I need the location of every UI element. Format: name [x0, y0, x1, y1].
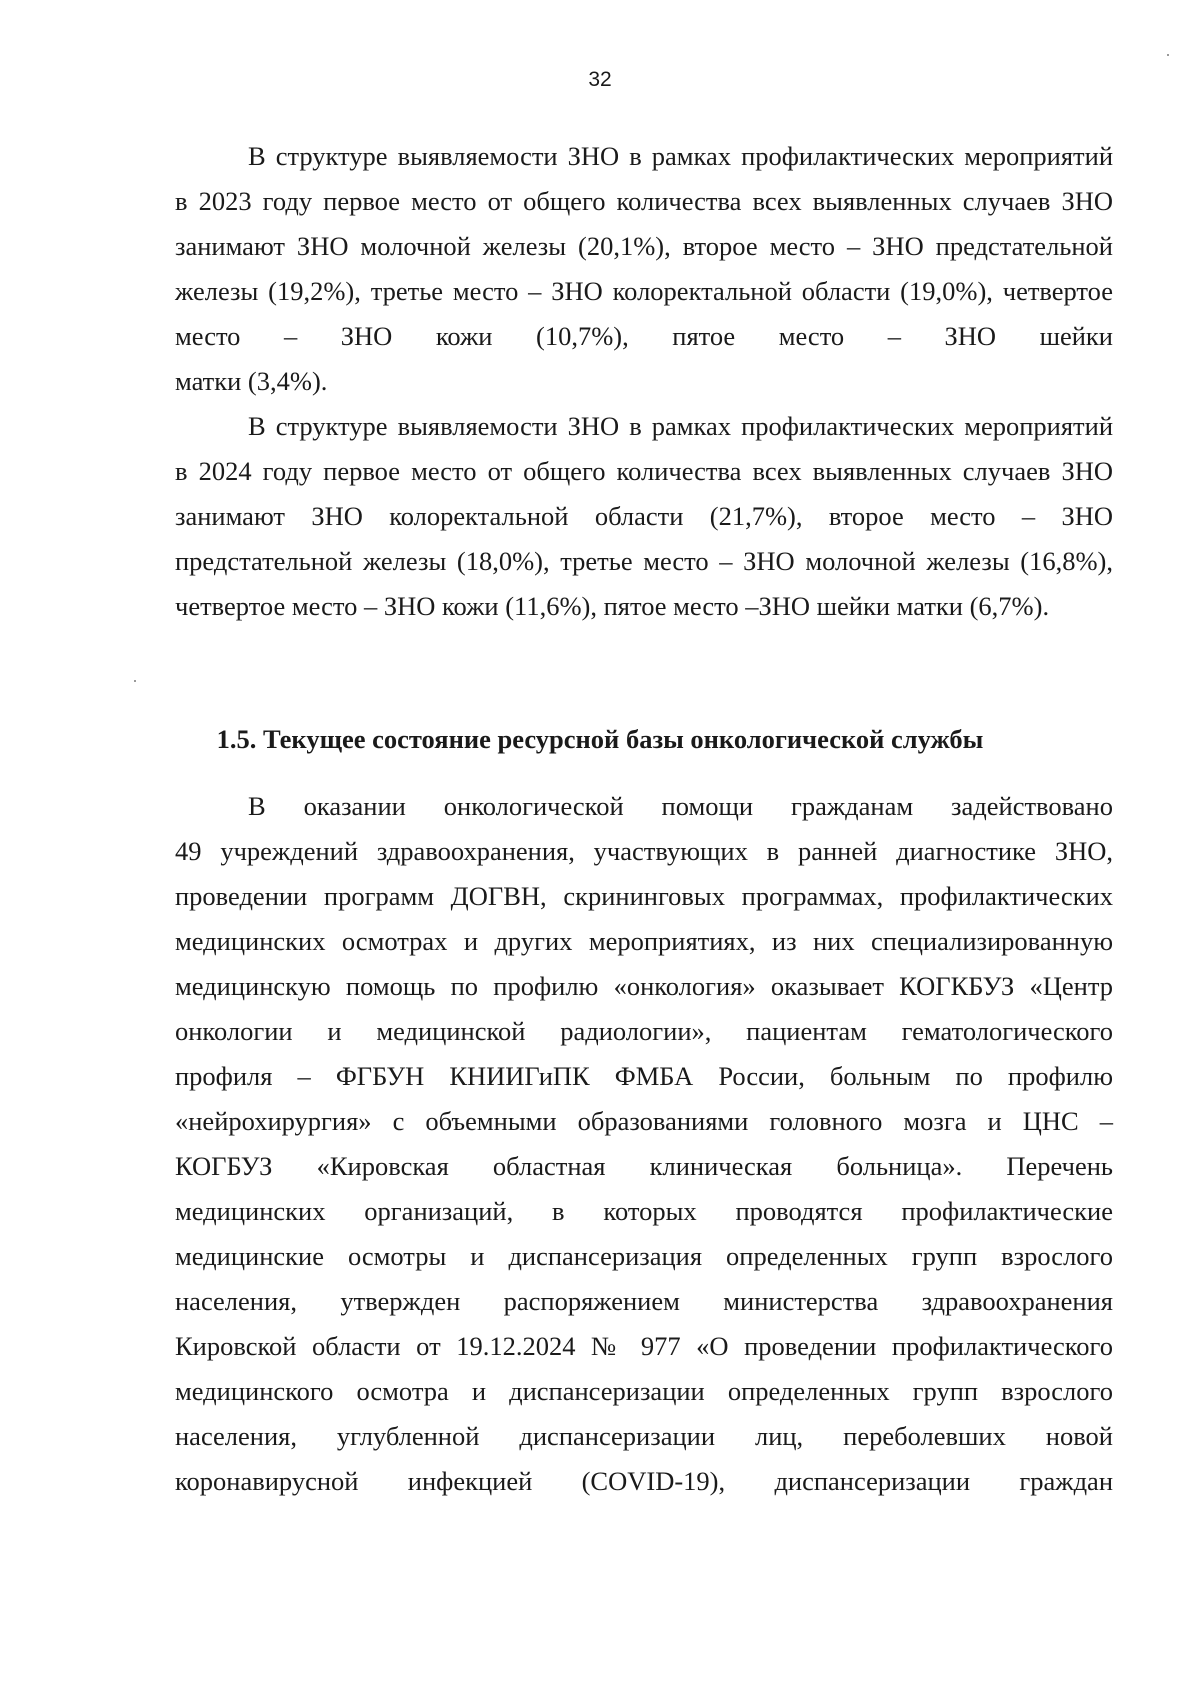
text-line: медицинскую помощь по профилю «онкология» оказывает КОГКБУЗ «Центр [175, 971, 1113, 1001]
text-line: коронавирусной инфекцией (COVID-19), диспансеризации граждан [175, 1466, 1113, 1496]
text-line: населения, утвержден распоряжением министерства здравоохранения [175, 1286, 1113, 1316]
section-heading: 1.5. Текущее состояние ресурсной базы онкологической службы [216, 724, 984, 754]
text-line: «нейрохирургия» с объемными образованиями головного мозга и ЦНС – [175, 1106, 1113, 1136]
scan-speck [134, 680, 136, 682]
text-line: населения, углубленной диспансеризации лиц, переболевших новой [175, 1421, 1113, 1451]
text-line: в 2023 году первое место от общего количества всех выявленных случаев ЗНО [175, 186, 1113, 216]
text-line: место – ЗНО кожи (10,7%), пятое место – ЗНО шейки [175, 321, 1113, 351]
text-line: В структуре выявляемости ЗНО в рамках профилактических мероприятий [248, 141, 1113, 171]
text-line: онкологии и медицинской радиологии», пациентам гематологического [175, 1016, 1113, 1046]
page-number: 32 [588, 68, 612, 91]
text-line: медицинские осмотры и диспансеризация определенных групп взрослого [175, 1241, 1113, 1271]
text-line: медицинских осмотрах и других мероприятиях, из них специализированную [175, 926, 1113, 956]
scan-speck [1167, 54, 1169, 56]
text-line: В оказании онкологической помощи гражданам задействовано [248, 791, 1113, 821]
text-line: КОГБУЗ «Кировская областная клиническая больница». Перечень [175, 1151, 1113, 1181]
text-line: медицинского осмотра и диспансеризации определенных групп взрослого [175, 1376, 1113, 1406]
text-line: В структуре выявляемости ЗНО в рамках профилактических мероприятий [248, 411, 1113, 441]
text-line: предстательной железы (18,0%), третье место – ЗНО молочной железы (16,8%), [175, 546, 1113, 576]
text-line: железы (19,2%), третье место – ЗНО колоректальной области (19,0%), четвертое [175, 276, 1113, 306]
text-line: медицинских организаций, в которых проводятся профилактические [175, 1196, 1113, 1226]
text-line: занимают ЗНО колоректальной области (21,7%), второе место – ЗНО [175, 501, 1113, 531]
text-line: в 2024 году первое место от общего количества всех выявленных случаев ЗНО [175, 456, 1113, 486]
text-line: матки (3,4%). [175, 366, 328, 396]
text-line: четвертое место – ЗНО кожи (11,6%), пятое место –ЗНО шейки матки (6,7%). [175, 591, 1050, 621]
text-line: 49 учреждений здравоохранения, участвующих в ранней диагностике ЗНО, [175, 836, 1113, 866]
text-line: проведении программ ДОГВН, скрининговых программах, профилактических [175, 881, 1113, 911]
text-line: профиля – ФГБУН КНИИГиПК ФМБА России, больным по профилю [175, 1061, 1113, 1091]
text-line: Кировской области от 19.12.2024 № 977 «О проведении профилактического [175, 1331, 1113, 1361]
text-line: занимают ЗНО молочной железы (20,1%), второе место – ЗНО предстательной [175, 231, 1113, 261]
